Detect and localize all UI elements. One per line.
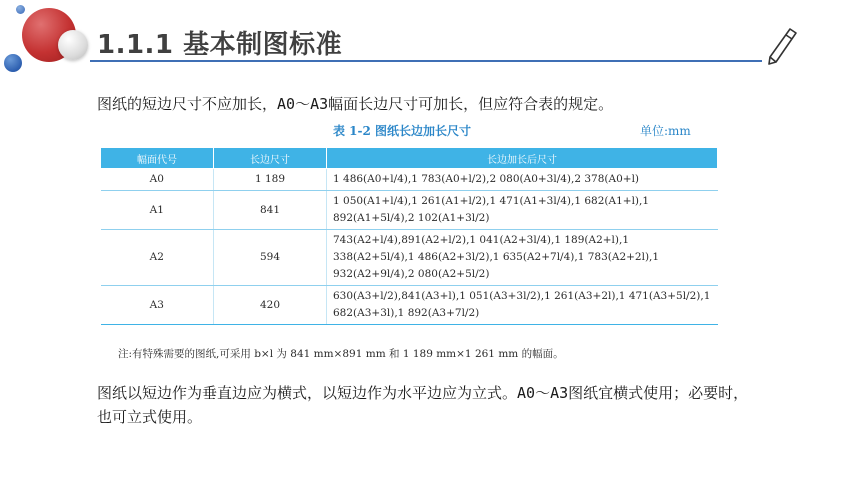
cell-extended: 630(A3+l/2),841(A3+l),1 051(A3+3l/2),1 261(A3+2l),1 471(A3+5l/2),1 682(A3+3l),1 892(A3+7l/2): [327, 286, 718, 325]
table-unit: 单位:mm: [640, 124, 691, 138]
table-row: [101, 230, 718, 286]
cell-length: 841: [214, 191, 327, 230]
cell-extended: 1 050(A1+l/4),1 261(A1+l/2),1 471(A1+3l/4),1 682(A1+l),1 892(A1+5l/4),2 102(A1+3l/2): [327, 191, 718, 230]
decor-circle-blue-small: [16, 5, 25, 14]
paragraph-intro: 图纸的短边尺寸不应加长，A0～A3幅面长边尺寸可加长，但应符合表的规定。: [97, 95, 614, 113]
table-header-row: [101, 148, 718, 169]
cell-length: 420: [214, 286, 327, 325]
slide-title: 1.1.1 基本制图标准: [97, 30, 343, 60]
cell-code: A3: [101, 286, 214, 325]
cell-extended: 743(A2+l/4),891(A2+l/2),1 041(A2+3l/4),1 189(A2+l),1 338(A2+5l/4),1 486(A2+3l/2),1 635(A2+7l/4),1 783(A2+2l),1 932(A2+9l/4),2 080(A2+5l/2): [327, 230, 718, 286]
cell-length: 594: [214, 230, 327, 286]
paragraph-orientation: 图纸以短边作为垂直边应为横式，以短边作为水平边应为立式。A0～A3图纸宜横式使用；必要时，也可立式使用。: [97, 384, 749, 426]
header-length: 长边尺寸: [214, 148, 327, 169]
header-extended: 长边加长后尺寸: [327, 148, 718, 169]
table-row: [101, 286, 718, 325]
cell-code: A2: [101, 230, 214, 286]
cell-code: A0: [101, 169, 214, 191]
pencil-icon: [764, 26, 800, 66]
cell-length: 1 189: [214, 169, 327, 191]
decor-circle-gray: [58, 30, 88, 60]
table-row: [101, 191, 718, 230]
table-row: [101, 169, 718, 191]
cell-extended: 1 486(A0+l/4),1 783(A0+l/2),2 080(A0+3l/4),2 378(A0+l): [327, 169, 718, 191]
header-code: 幅面代号: [101, 148, 214, 169]
table-caption: 表 1-2 图纸长边加长尺寸: [333, 124, 472, 138]
title-underline: [90, 60, 762, 62]
paper-size-table: [100, 147, 718, 325]
table-note: 注:有特殊需要的图纸,可采用 b×l 为 841 mm×891 mm 和 1 189 mm×1 261 mm 的幅面。: [118, 348, 564, 360]
decor-circle-blue: [4, 54, 22, 72]
cell-code: A1: [101, 191, 214, 230]
